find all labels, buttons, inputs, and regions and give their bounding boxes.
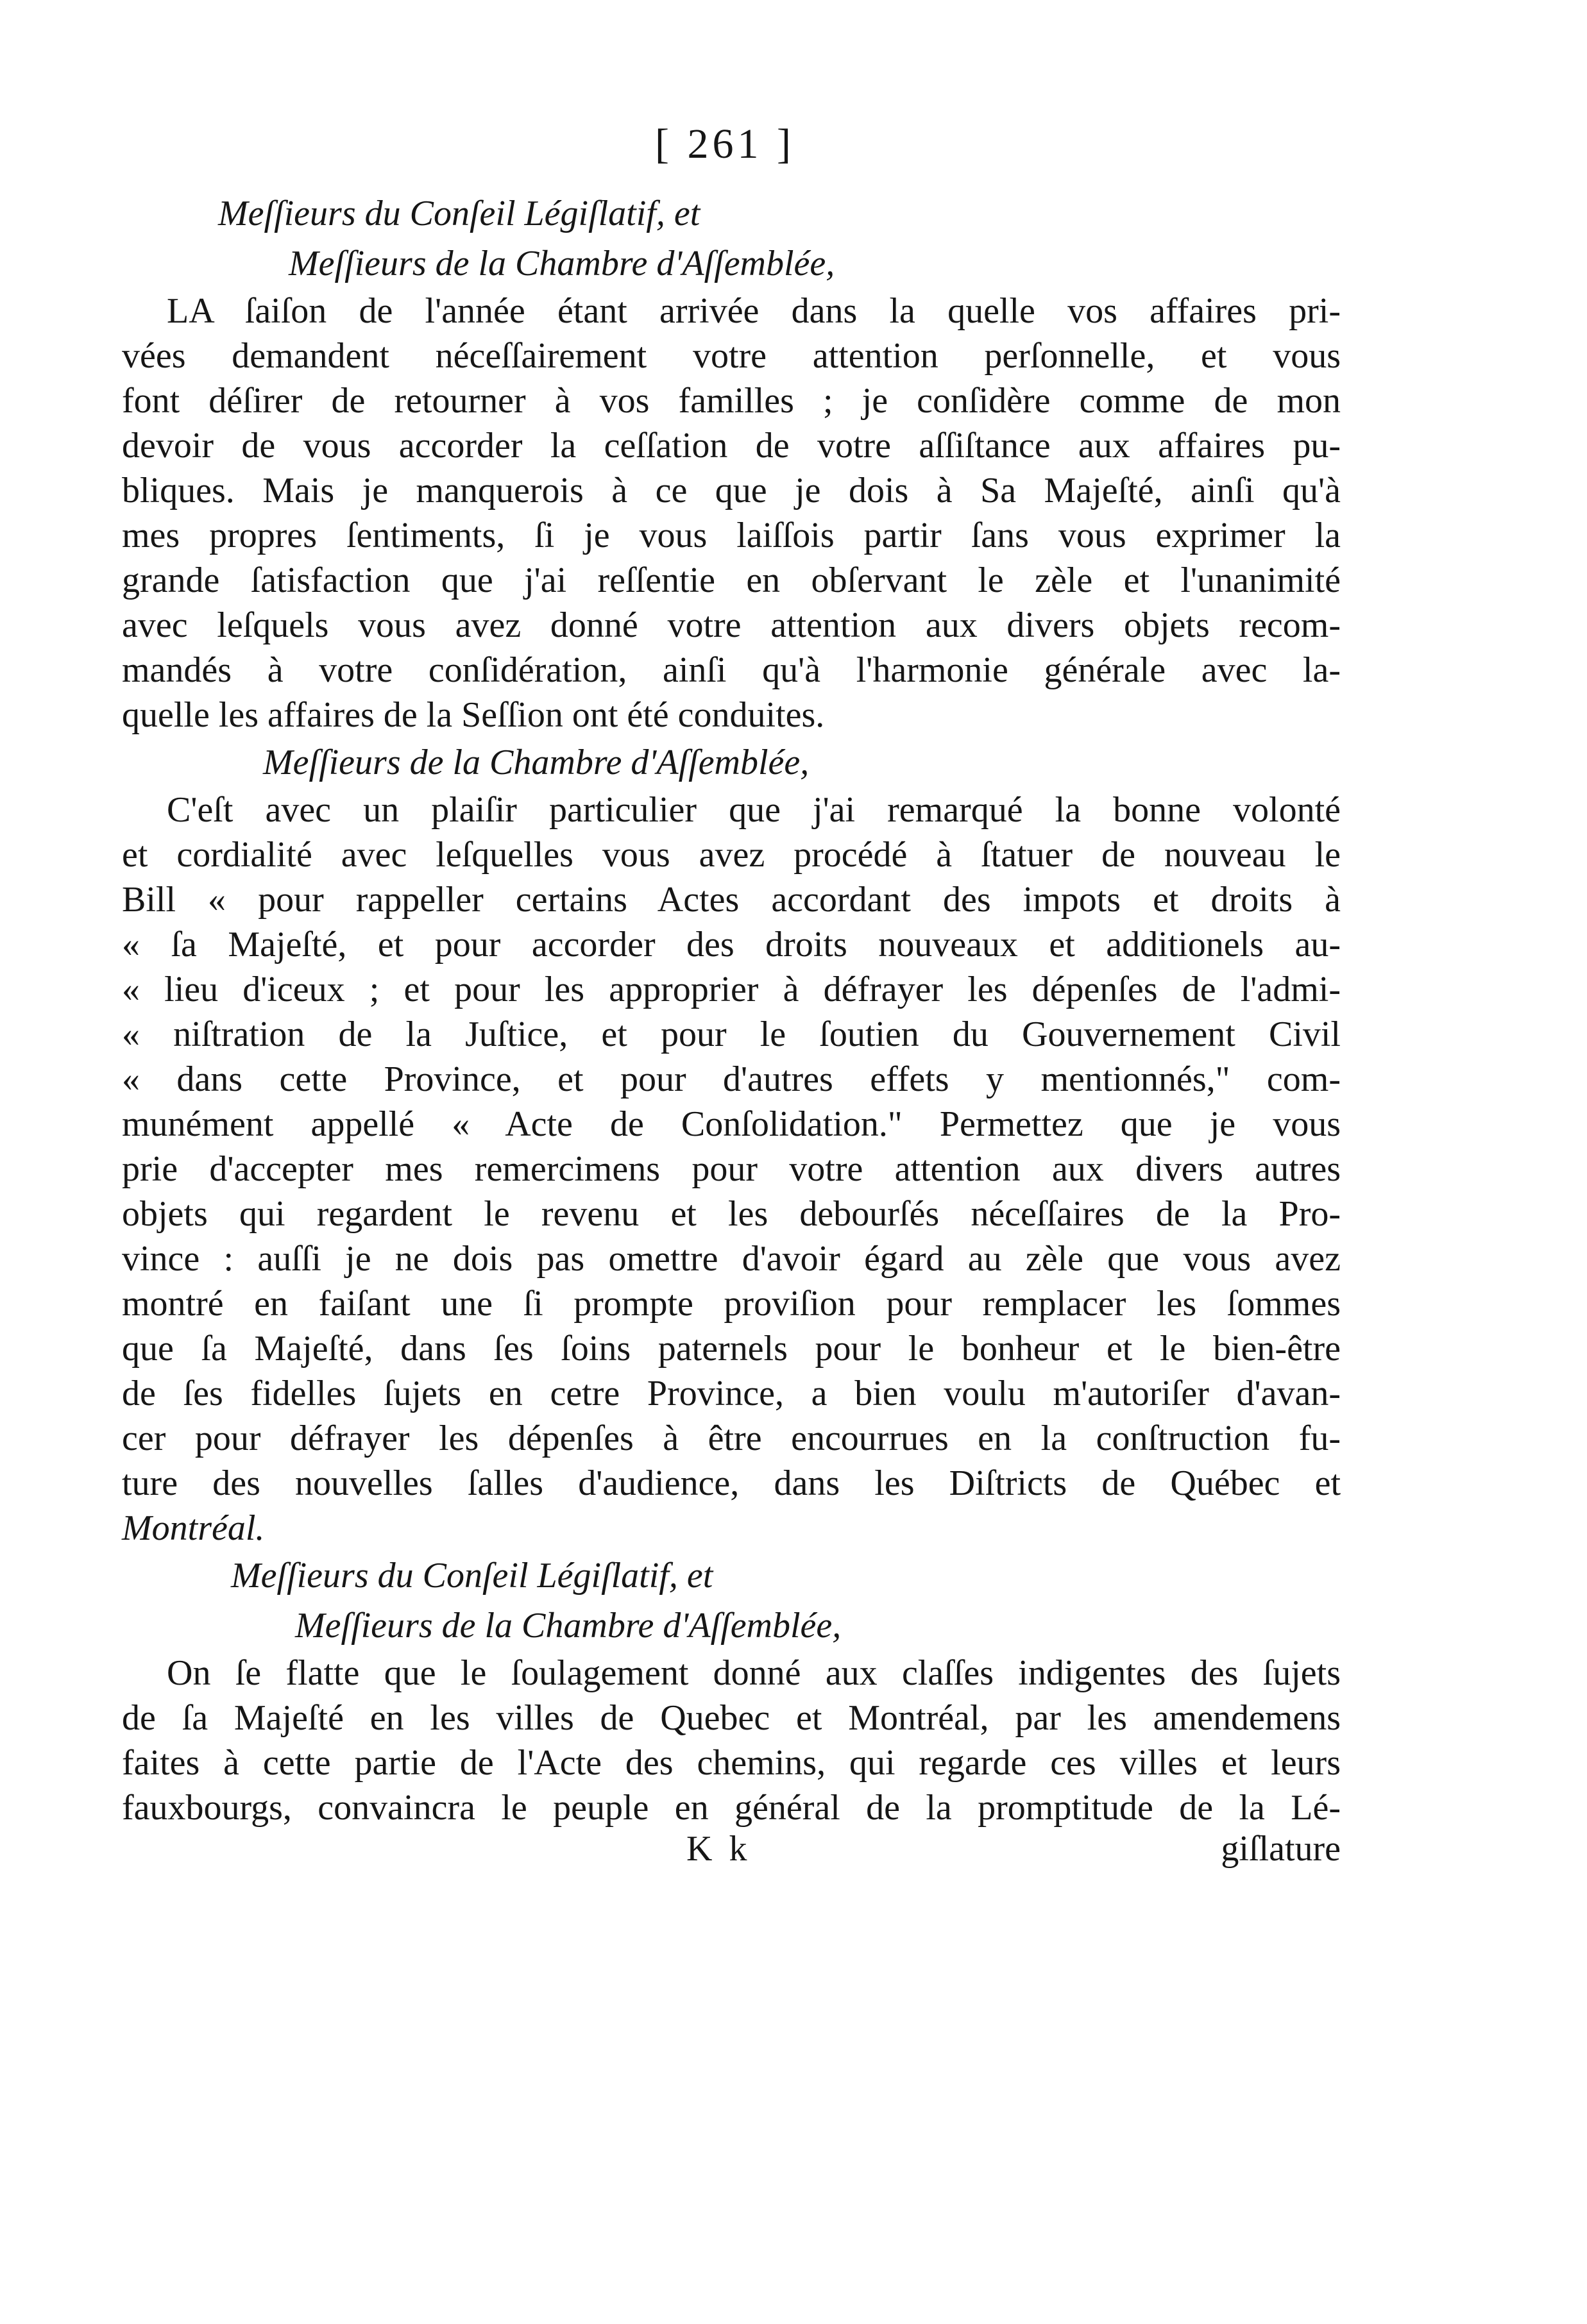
text-line: bliques. Mais je manquerois à ce que je dois à Sa Majeſté, ainſi qu'à bbox=[122, 471, 1341, 510]
text-line: Bill « pour rappeller certains Actes accordant des impots et droits à bbox=[122, 880, 1341, 920]
text-line: « niſtration de la Juſtice, et pour le ſoutien du Gouvernement Civil bbox=[122, 1015, 1341, 1054]
text-line: prie d'accepter mes remercimens pour votre attention aux divers autres bbox=[122, 1149, 1341, 1189]
text-line: mes propres ſentiments, ſi je vous laiſſois partir ſans vous exprimer la bbox=[122, 516, 1341, 555]
text-line: fauxbourgs, convaincra le peuple en général de la promptitude de la Lé- bbox=[122, 1788, 1341, 1828]
paragraph bbox=[122, 787, 1341, 1551]
text-line: munément appellé « Acte de Conſolidation." Permettez que je vous bbox=[122, 1104, 1341, 1144]
text-line: « ſa Majeſté, et pour accorder des droits nouveaux et additionels au- bbox=[122, 925, 1341, 964]
text-line: « dans cette Province, et pour d'autres effets y mentionnés," com- bbox=[122, 1059, 1341, 1099]
text-line: vées demandent néceſſairement votre attention perſonnelle, et vous bbox=[122, 336, 1341, 376]
paragraph bbox=[122, 289, 1341, 737]
address-section-2 bbox=[122, 737, 1341, 1551]
text-line: avec leſquels vous avez donné votre attention aux divers objets recom- bbox=[122, 605, 1341, 645]
text-line: « lieu d'iceux ; et pour les approprier à défrayer les dépenſes de l'admi- bbox=[122, 970, 1341, 1009]
catchword: giſlature bbox=[1221, 1829, 1341, 1869]
text-line: font déſirer de retourner à vos familles ; je conſidère comme de mon bbox=[122, 381, 1341, 421]
text-line: cer pour défrayer les dépenſes à être encourrues en la conſtruction fu- bbox=[122, 1419, 1341, 1458]
text-line: objets qui regardent le revenu et les debourſés néceſſaires de la Pro- bbox=[122, 1194, 1341, 1234]
address-section-1 bbox=[122, 189, 1341, 737]
salutation: Meſſieurs de la Chambre d'Aſſemblée, bbox=[289, 244, 835, 283]
address-section-3 bbox=[122, 1551, 1341, 1830]
text-line: de ſes fidelles ſujets en cetre Province, a bien voulu m'autoriſer d'avan- bbox=[122, 1374, 1341, 1413]
text-line: montré en faiſant une ſi prompte proviſion pour remplacer les ſommes bbox=[122, 1284, 1341, 1324]
text-line: et cordialité avec leſquelles vous avez procédé à ſtatuer de nouveau le bbox=[122, 835, 1341, 875]
text-line: C'eſt avec un plaiſir particulier que j'ai remarqué la bonne volonté bbox=[167, 790, 1341, 830]
text-line: Montréal. bbox=[122, 1508, 265, 1548]
text-line: mandés à votre conſidération, ainſi qu'à l'harmonie générale avec la- bbox=[122, 650, 1341, 690]
text-line: On ſe flatte que le ſoulagement donné aux claſſes indigentes des ſujets bbox=[167, 1653, 1341, 1693]
salutation: Meſſieurs de la Chambre d'Aſſemblée, bbox=[295, 1606, 842, 1646]
salutation: Meſſieurs de la Chambre d'Aſſemblée, bbox=[263, 743, 810, 782]
paragraph bbox=[122, 1651, 1341, 1830]
text-line: faites à cette partie de l'Acte des chemins, qui regarde ces villes et leurs bbox=[122, 1743, 1341, 1783]
salutation: Meſſieurs du Conſeil Légiſlatif, et bbox=[218, 194, 700, 233]
text-line: vince : auſſi je ne dois pas omettre d'avoir égard au zèle que vous avez bbox=[122, 1239, 1341, 1279]
text-line: de ſa Majeſté en les villes de Quebec et Montréal, par les amendemens bbox=[122, 1698, 1341, 1738]
document-page bbox=[122, 122, 1341, 2238]
text-line: que ſa Majeſté, dans ſes ſoins paternels pour le bonheur et le bien-être bbox=[122, 1329, 1341, 1368]
text-line: LA ſaiſon de l'année étant arrivée dans la quelle vos affaires pri- bbox=[167, 291, 1341, 331]
text-line: grande ſatisfaction que j'ai reſſentie en obſervant le zèle et l'unanimité bbox=[122, 560, 1341, 600]
text-line: quelle les affaires de la Seſſion ont été conduites. bbox=[122, 695, 825, 735]
page-number: [ 261 ] bbox=[655, 121, 795, 167]
page-footer bbox=[122, 1830, 1341, 1875]
text-line: ture des nouvelles ſalles d'audience, dans les Diſtricts de Québec et bbox=[122, 1463, 1341, 1503]
salutation: Meſſieurs du Conſeil Légiſlatif, et bbox=[231, 1556, 713, 1596]
text-line: devoir de vous accorder la ceſſation de votre aſſiſtance aux affaires pu- bbox=[122, 426, 1341, 466]
signature-mark: K k bbox=[686, 1829, 751, 1869]
